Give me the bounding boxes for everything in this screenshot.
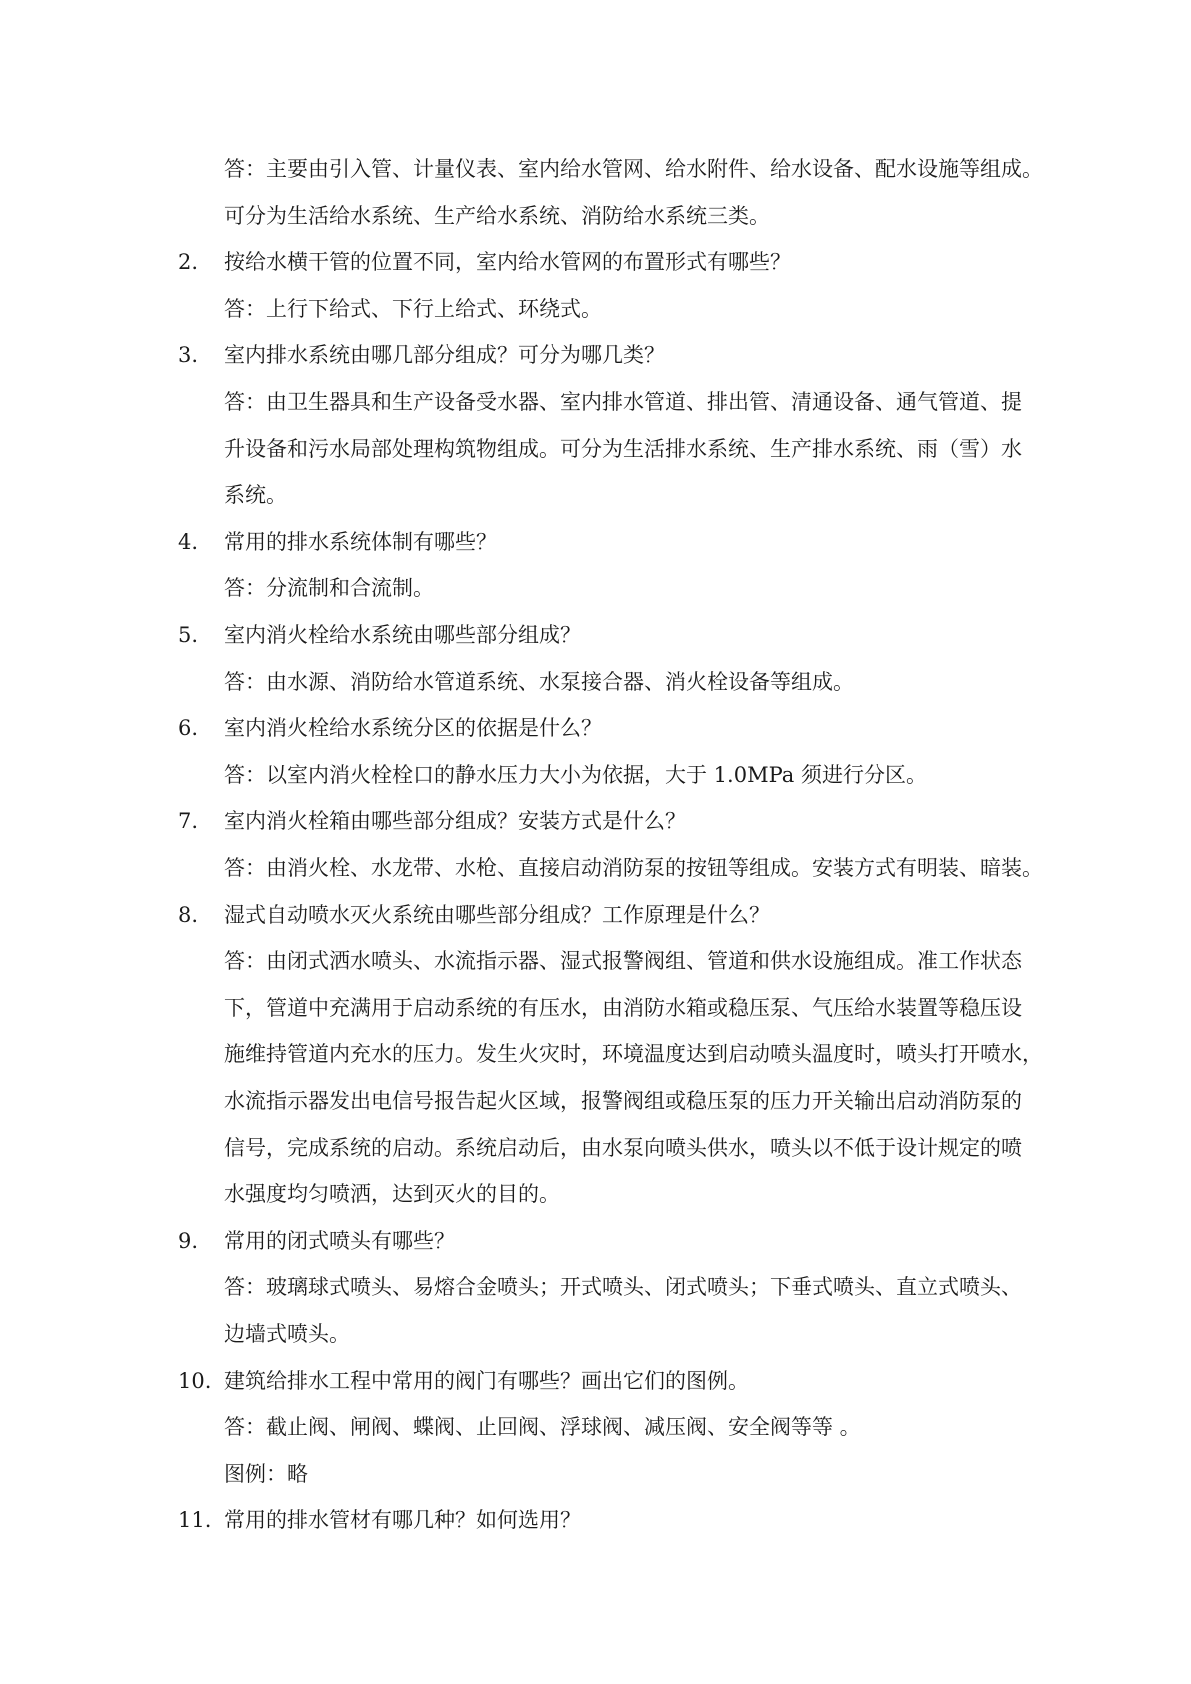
question-text: 室内消火栓给水系统分区的依据是什么？ (224, 716, 602, 741)
question-text: 常用的闭式喷头有哪些？ (224, 1228, 455, 1253)
answer-line (0, 379, 1191, 425)
answer-line (0, 1171, 1191, 1217)
answer-text: 答：截止阀、闸阀、蝶阀、止回阀、浮球阀、减压阀、安全阀等等 。 (224, 1415, 861, 1440)
question-number: 9. (178, 1228, 199, 1253)
question-line (0, 892, 1191, 938)
answer-text: 答：玻璃球式喷头、易熔合金喷头；开式喷头、闭式喷头；下垂式喷头、直立式喷头、 (224, 1275, 1022, 1300)
question-number: 7. (178, 809, 199, 834)
answer-text: 施维持管道内充水的压力。发生火灾时，环境温度达到启动喷头温度时，喷头打开喷水， (224, 1042, 1043, 1067)
answer-line (0, 1404, 1191, 1450)
question-text: 建筑给排水工程中常用的阀门有哪些？画出它们的图例。 (224, 1368, 749, 1393)
question-line (0, 1358, 1191, 1404)
answer-line (0, 1031, 1191, 1077)
answer-line (0, 1264, 1191, 1310)
question-number: 2. (178, 250, 199, 275)
question-number: 8. (178, 902, 199, 927)
answer-text: 信号，完成系统的启动。系统启动后，由水泵向喷头供水，喷头以不低于设计规定的喷 (224, 1135, 1022, 1160)
answer-text: 答：由消火栓、水龙带、水枪、直接启动消防泵的按钮等组成。安装方式有明装、暗装。 (224, 856, 1043, 880)
answer-text: 升设备和污水局部处理构筑物组成。可分为生活排水系统、生产排水系统、雨（雪）水 (224, 436, 1022, 461)
question-text: 湿式自动喷水灭火系统由哪些部分组成？工作原理是什么？ (224, 902, 770, 927)
question-number: 6. (178, 716, 199, 741)
answer-line (0, 938, 1191, 984)
question-line (0, 612, 1191, 658)
answer-text: 图例：略 (224, 1461, 308, 1486)
question-number: 4. (178, 529, 199, 554)
answer-text: 水强度均匀喷洒，达到灭火的目的。 (224, 1182, 560, 1207)
answer-line (0, 845, 1191, 891)
question-number: 10. (178, 1368, 212, 1393)
answer-line (0, 565, 1191, 611)
question-line (0, 705, 1191, 751)
question-text: 室内排水系统由哪几部分组成？可分为哪几类？ (224, 343, 665, 368)
answer-line (0, 146, 1191, 192)
question-line (0, 239, 1191, 285)
answer-text: 系统。 (224, 483, 287, 508)
answer-text: 答：以室内消火栓栓口的静水压力大小为依据，大于 1.0MPa 须进行分区。 (224, 762, 927, 787)
answer-text: 答：由卫生器具和生产设备受水器、室内排水管道、排出管、清通设备、通气管道、提 (224, 390, 1022, 414)
answer-line (0, 1125, 1191, 1171)
question-line (0, 332, 1191, 378)
answer-text: 水流指示器发出电信号报告起火区域，报警阀组或稳压泵的压力开关输出启动消防泵的 (224, 1089, 1022, 1113)
question-line (0, 519, 1191, 565)
question-line (0, 1497, 1191, 1543)
question-line (0, 1218, 1191, 1264)
question-text: 常用的排水系统体制有哪些？ (224, 529, 497, 554)
question-text: 常用的排水管材有哪几种？如何选用？ (224, 1508, 581, 1533)
answer-line (0, 426, 1191, 472)
answer-line (0, 472, 1191, 518)
answer-text: 答：主要由引入管、计量仪表、室内给水管网、给水附件、给水设备、配水设施等组成。 (224, 157, 1043, 181)
answer-text: 下，管道中充满用于启动系统的有压水，由消防水箱或稳压泵、气压给水装置等稳压设 (224, 995, 1022, 1020)
answer-line (0, 985, 1191, 1031)
answer-text: 答：由闭式洒水喷头、水流指示器、湿式报警阀组、管道和供水设施组成。准工作状态 (224, 949, 1022, 974)
answer-text: 答：由水源、消防给水管道系统、水泵接合器、消火栓设备等组成。 (224, 669, 854, 694)
answer-line (0, 752, 1191, 798)
question-number: 11. (178, 1508, 212, 1533)
answer-line (0, 1451, 1191, 1497)
question-number: 5. (178, 623, 199, 647)
answer-line (0, 193, 1191, 239)
question-text: 室内消火栓给水系统由哪些部分组成？ (224, 623, 581, 647)
answer-line (0, 659, 1191, 705)
answer-text: 可分为生活给水系统、生产给水系统、消防给水系统三类。 (224, 203, 770, 228)
question-number: 3. (178, 343, 199, 368)
answer-text: 答：上行下给式、下行上给式、环绕式。 (224, 296, 602, 321)
answer-text: 边墙式喷头。 (224, 1322, 350, 1346)
answer-text: 答：分流制和合流制。 (224, 576, 434, 601)
answer-line (0, 286, 1191, 332)
question-text: 按给水横干管的位置不同，室内给水管网的布置形式有哪些？ (224, 250, 791, 275)
question-text: 室内消火栓箱由哪些部分组成？安装方式是什么？ (224, 809, 686, 834)
answer-line (0, 1078, 1191, 1124)
question-line (0, 798, 1191, 844)
answer-line (0, 1311, 1191, 1357)
